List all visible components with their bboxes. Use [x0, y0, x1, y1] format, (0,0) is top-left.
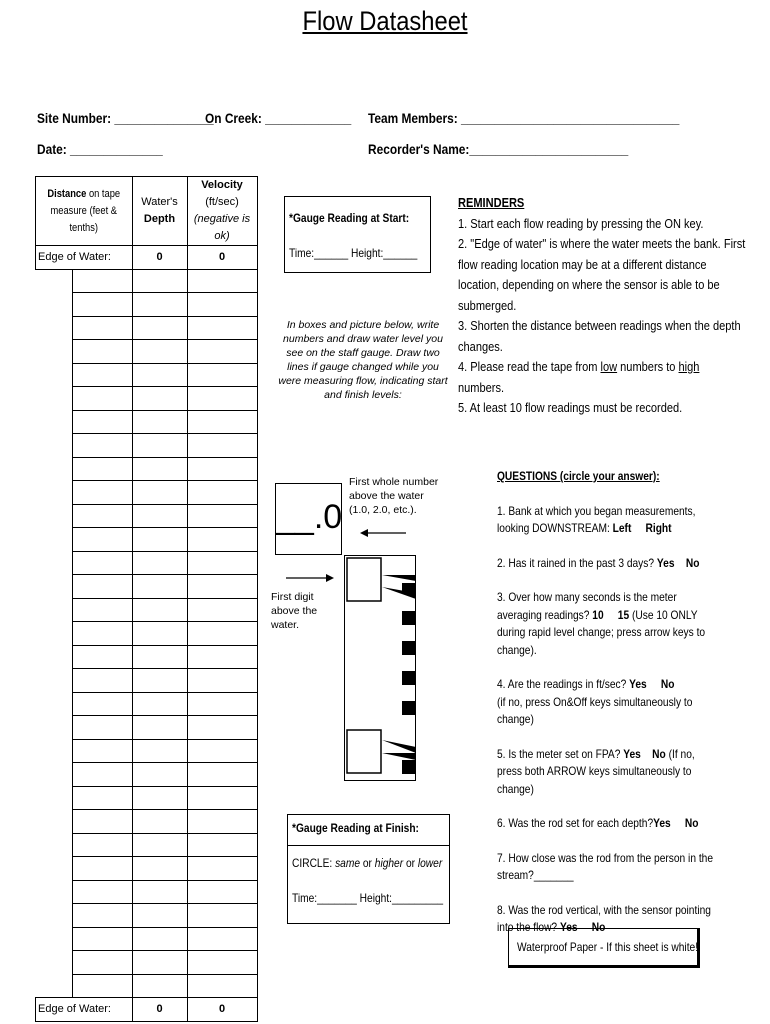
distance-cell[interactable]	[72, 974, 132, 998]
gauge-finish-time-height[interactable]: Time:_______ Height:_________	[292, 891, 444, 905]
velocity-cell[interactable]	[187, 692, 257, 716]
depth-cell[interactable]	[132, 316, 187, 340]
first-digit-note: First digit above the water.	[271, 591, 318, 631]
velocity-cell[interactable]	[187, 363, 257, 387]
row-indent-cell	[36, 716, 73, 740]
table-row	[36, 269, 258, 293]
distance-cell[interactable]	[72, 951, 132, 975]
row-indent-cell	[36, 739, 73, 763]
row-indent-cell	[36, 645, 73, 669]
q2-options[interactable]: Yes No	[656, 555, 700, 570]
distance-cell[interactable]	[72, 434, 132, 458]
reminder-5: 5. At least 10 flow readings must be recorded.	[458, 400, 683, 415]
depth-cell[interactable]	[132, 551, 187, 575]
row-indent-cell	[36, 904, 73, 928]
table-row	[36, 786, 258, 810]
table-row	[36, 504, 258, 528]
row-indent-cell	[36, 434, 73, 458]
depth-cell[interactable]	[132, 833, 187, 857]
distance-cell[interactable]	[72, 551, 132, 575]
question-3: 3. Over how many seconds is the meter averaging readings? 10 15 (Use 10 ONLY during rapid level change; press arrow keys to change).	[497, 590, 706, 657]
table-row	[36, 833, 258, 857]
velocity-cell[interactable]	[187, 269, 257, 293]
table-row	[36, 763, 258, 787]
reminder-1: 1. Start each flow reading by pressing the ON key.	[458, 215, 704, 231]
question-1: 1. Bank at which you began measurements, looking DOWNSTREAM: Left Right	[497, 503, 696, 535]
velocity-column-header: Velocity (ft/sec) (negative is ok)	[187, 177, 257, 246]
velocity-cell[interactable]	[187, 786, 257, 810]
velocity-cell[interactable]	[187, 904, 257, 928]
table-row	[36, 904, 258, 928]
on-creek-field[interactable]: On Creek: _____________	[205, 110, 352, 126]
table-header-row	[36, 177, 258, 246]
distance-cell[interactable]	[72, 739, 132, 763]
row-indent-cell	[36, 810, 73, 834]
row-indent-cell	[36, 622, 73, 646]
questions-section	[497, 468, 722, 937]
row-indent-cell	[36, 692, 73, 716]
depth-cell[interactable]	[132, 293, 187, 317]
gauge-start-title: *Gauge Reading at Start:	[289, 211, 410, 225]
table-row	[36, 363, 258, 387]
edge-of-water-start-row	[36, 246, 258, 270]
row-indent-cell	[36, 340, 73, 364]
depth-cell[interactable]	[132, 598, 187, 622]
depth-cell[interactable]	[132, 904, 187, 928]
velocity-cell[interactable]	[187, 833, 257, 857]
row-indent-cell	[36, 316, 73, 340]
distance-cell[interactable]	[72, 763, 132, 787]
row-indent-cell	[36, 575, 73, 599]
row-indent-cell	[36, 763, 73, 787]
question-6: 6. Was the rod set for each depth?Yes No	[497, 816, 699, 830]
edge-of-water-label: Edge of Water:	[36, 998, 133, 1022]
distance-cell[interactable]	[72, 669, 132, 693]
table-row	[36, 622, 258, 646]
reminders-heading: REMINDERS	[458, 195, 525, 210]
reminder-2: 2. "Edge of water" is where the water meets the bank. First flow reading location may be at a different distance location, depending on where the sensor is able to be submerged.	[458, 236, 746, 313]
table-row	[36, 575, 258, 599]
depth-cell[interactable]	[132, 457, 187, 481]
velocity-cell[interactable]	[187, 293, 257, 317]
row-indent-cell	[36, 293, 73, 317]
gauge-finish-title: *Gauge Reading at Finish:	[292, 821, 419, 835]
depth-cell[interactable]	[132, 810, 187, 834]
depth-cell[interactable]	[132, 857, 187, 881]
depth-cell[interactable]	[132, 269, 187, 293]
velocity-cell[interactable]	[187, 669, 257, 693]
velocity-cell[interactable]	[187, 481, 257, 505]
table-row	[36, 857, 258, 881]
team-members-field[interactable]: Team Members: _________________________________	[368, 110, 680, 126]
distance-cell[interactable]	[72, 716, 132, 740]
velocity-cell[interactable]	[187, 763, 257, 787]
question-8: 8. Was the rod vertical, with the sensor pointing into the flow? Yes No	[497, 902, 711, 934]
velocity-cell[interactable]	[187, 598, 257, 622]
edge-of-water-label: Edge of Water:	[36, 246, 133, 270]
date-field[interactable]: Date: ______________	[37, 141, 163, 157]
table-row	[36, 316, 258, 340]
table-row	[36, 810, 258, 834]
table-row	[36, 293, 258, 317]
table-row	[36, 692, 258, 716]
depth-cell[interactable]	[132, 739, 187, 763]
depth-cell[interactable]	[132, 927, 187, 951]
row-indent-cell	[36, 974, 73, 998]
velocity-cell[interactable]	[187, 645, 257, 669]
reminder-4: 4. Please read the tape from low numbers to high numbers.	[458, 359, 700, 395]
velocity-cell[interactable]	[187, 810, 257, 834]
velocity-cell[interactable]	[187, 739, 257, 763]
distance-cell[interactable]	[72, 622, 132, 646]
row-indent-cell	[36, 387, 73, 411]
flow-readings-table	[35, 176, 258, 1022]
row-indent-cell	[36, 457, 73, 481]
velocity-cell[interactable]	[187, 880, 257, 904]
gauge-finish-circle[interactable]: CIRCLE: same or higher or lower	[292, 856, 443, 870]
gauge-start-time-height[interactable]: Time:______ Height:______	[289, 246, 418, 260]
distance-cell[interactable]	[72, 575, 132, 599]
table-row	[36, 528, 258, 552]
table-row	[36, 434, 258, 458]
velocity-cell[interactable]	[187, 387, 257, 411]
table-row	[36, 481, 258, 505]
recorders-name-field[interactable]: Recorder's Name:________________________	[368, 141, 629, 157]
velocity-cell[interactable]	[187, 528, 257, 552]
distance-cell[interactable]	[72, 410, 132, 434]
gauge-finish-box	[287, 814, 450, 924]
first-whole-number-note: First whole number above the water (1.0, 2.0, etc.).	[349, 476, 439, 516]
reminders-section	[458, 193, 758, 419]
gauge-reading-value: __.0	[276, 498, 343, 536]
depth-cell[interactable]	[132, 340, 187, 364]
velocity-cell[interactable]	[187, 857, 257, 881]
row-indent-cell	[36, 363, 73, 387]
row-indent-cell	[36, 528, 73, 552]
distance-cell[interactable]	[72, 645, 132, 669]
distance-cell[interactable]	[72, 293, 132, 317]
distance-cell[interactable]	[72, 457, 132, 481]
row-indent-cell	[36, 857, 73, 881]
table-row	[36, 340, 258, 364]
distance-cell[interactable]	[72, 363, 132, 387]
question-5: 5. Is the meter set on FPA? Yes No (If no, press both ARROW keys simultaneously to change)	[497, 746, 695, 796]
row-indent-cell	[36, 927, 73, 951]
depth-cell[interactable]	[132, 880, 187, 904]
table-row	[36, 410, 258, 434]
distance-cell[interactable]	[72, 481, 132, 505]
row-indent-cell	[36, 880, 73, 904]
depth-cell[interactable]	[132, 669, 187, 693]
velocity-cell[interactable]	[187, 457, 257, 481]
depth-cell[interactable]	[132, 481, 187, 505]
reminder-3: 3. Shorten the distance between readings when the depth changes.	[458, 318, 741, 354]
depth-cell[interactable]	[132, 645, 187, 669]
distance-cell[interactable]	[72, 880, 132, 904]
row-indent-cell	[36, 833, 73, 857]
table-row	[36, 669, 258, 693]
waterproof-note: Waterproof Paper - If this sheet is white!	[517, 940, 699, 954]
table-row	[36, 551, 258, 575]
depth-cell[interactable]	[132, 951, 187, 975]
velocity-cell[interactable]	[187, 504, 257, 528]
distance-cell[interactable]	[72, 269, 132, 293]
edge-depth-value: 0	[132, 246, 187, 270]
depth-cell[interactable]	[132, 716, 187, 740]
q8-options[interactable]: Yes No	[559, 920, 606, 934]
edge-of-water-end-row	[36, 998, 258, 1022]
velocity-cell[interactable]	[187, 340, 257, 364]
depth-cell[interactable]	[132, 786, 187, 810]
table-row	[36, 598, 258, 622]
gauge-instructions: In boxes and picture below, write numbers and draw water level you see on the staff gauge. Draw two lines if gauge changed while you were measuring flow, indicating start and finish levels:	[278, 319, 448, 401]
velocity-cell[interactable]	[187, 551, 257, 575]
depth-column-header: Water's Depth	[132, 177, 187, 246]
distance-cell[interactable]	[72, 857, 132, 881]
distance-cell[interactable]	[72, 387, 132, 411]
depth-cell[interactable]	[132, 575, 187, 599]
row-indent-cell	[36, 269, 73, 293]
q1-options[interactable]: Left Right	[612, 521, 672, 535]
distance-cell[interactable]	[72, 598, 132, 622]
depth-cell[interactable]	[132, 692, 187, 716]
depth-cell[interactable]	[132, 410, 187, 434]
table-row	[36, 645, 258, 669]
velocity-cell[interactable]	[187, 434, 257, 458]
velocity-cell[interactable]	[187, 622, 257, 646]
page-title: Flow Datasheet	[302, 6, 468, 36]
questions-heading: QUESTIONS (circle your answer):	[497, 469, 660, 483]
depth-cell[interactable]	[132, 528, 187, 552]
velocity-cell[interactable]	[187, 575, 257, 599]
site-number-field[interactable]: Site Number: _______________	[37, 110, 214, 126]
velocity-cell[interactable]	[187, 927, 257, 951]
distance-cell[interactable]	[72, 833, 132, 857]
row-indent-cell	[36, 786, 73, 810]
question-2: 2. Has it rained in the past 3 days? Yes No	[497, 555, 700, 570]
row-indent-cell	[36, 669, 73, 693]
gauge-start-box	[284, 196, 431, 273]
velocity-cell[interactable]	[187, 974, 257, 998]
depth-cell[interactable]	[132, 622, 187, 646]
distance-cell[interactable]	[72, 692, 132, 716]
edge-velocity-value: 0	[187, 998, 257, 1022]
table-row	[36, 387, 258, 411]
table-row	[36, 457, 258, 481]
depth-cell[interactable]	[132, 504, 187, 528]
question-7[interactable]: 7. How close was the rod from the person in the stream?_______	[497, 850, 714, 882]
depth-cell[interactable]	[132, 434, 187, 458]
depth-cell[interactable]	[132, 974, 187, 998]
row-indent-cell	[36, 598, 73, 622]
table-row	[36, 880, 258, 904]
distance-column-header: Distance on tape measure (feet & tenths)	[36, 177, 133, 246]
distance-cell[interactable]	[72, 927, 132, 951]
distance-cell[interactable]	[72, 316, 132, 340]
gauge-reading-box[interactable]	[275, 483, 342, 555]
table-row	[36, 927, 258, 951]
distance-cell[interactable]	[72, 528, 132, 552]
q5-options[interactable]: Yes No	[623, 746, 666, 761]
velocity-cell[interactable]	[187, 951, 257, 975]
table-row	[36, 739, 258, 763]
distance-cell[interactable]	[72, 786, 132, 810]
distance-cell[interactable]	[72, 810, 132, 834]
waterproof-note-box	[508, 928, 700, 968]
row-indent-cell	[36, 551, 73, 575]
question-4: 4. Are the readings in ft/sec? Yes No (if no, press On&Off keys simultaneously to change)	[497, 677, 693, 726]
q6-options[interactable]: Yes No	[653, 816, 699, 830]
distance-cell[interactable]	[72, 904, 132, 928]
q4-options[interactable]: Yes No	[629, 677, 675, 691]
velocity-cell[interactable]	[187, 716, 257, 740]
left-arrow-icon	[360, 526, 408, 540]
velocity-cell[interactable]	[187, 316, 257, 340]
table-row	[36, 951, 258, 975]
distance-cell[interactable]	[72, 340, 132, 364]
row-indent-cell	[36, 504, 73, 528]
right-arrow-icon	[286, 571, 334, 585]
velocity-cell[interactable]	[187, 410, 257, 434]
staff-gauge-icon[interactable]	[344, 555, 416, 781]
row-indent-cell	[36, 481, 73, 505]
table-row	[36, 716, 258, 740]
distance-cell[interactable]	[72, 504, 132, 528]
depth-cell[interactable]	[132, 387, 187, 411]
depth-cell[interactable]	[132, 763, 187, 787]
table-row	[36, 974, 258, 998]
edge-depth-value: 0	[132, 998, 187, 1022]
depth-cell[interactable]	[132, 363, 187, 387]
q3-options[interactable]: 10 15	[592, 607, 630, 622]
row-indent-cell	[36, 951, 73, 975]
row-indent-cell	[36, 410, 73, 434]
edge-velocity-value: 0	[187, 246, 257, 270]
